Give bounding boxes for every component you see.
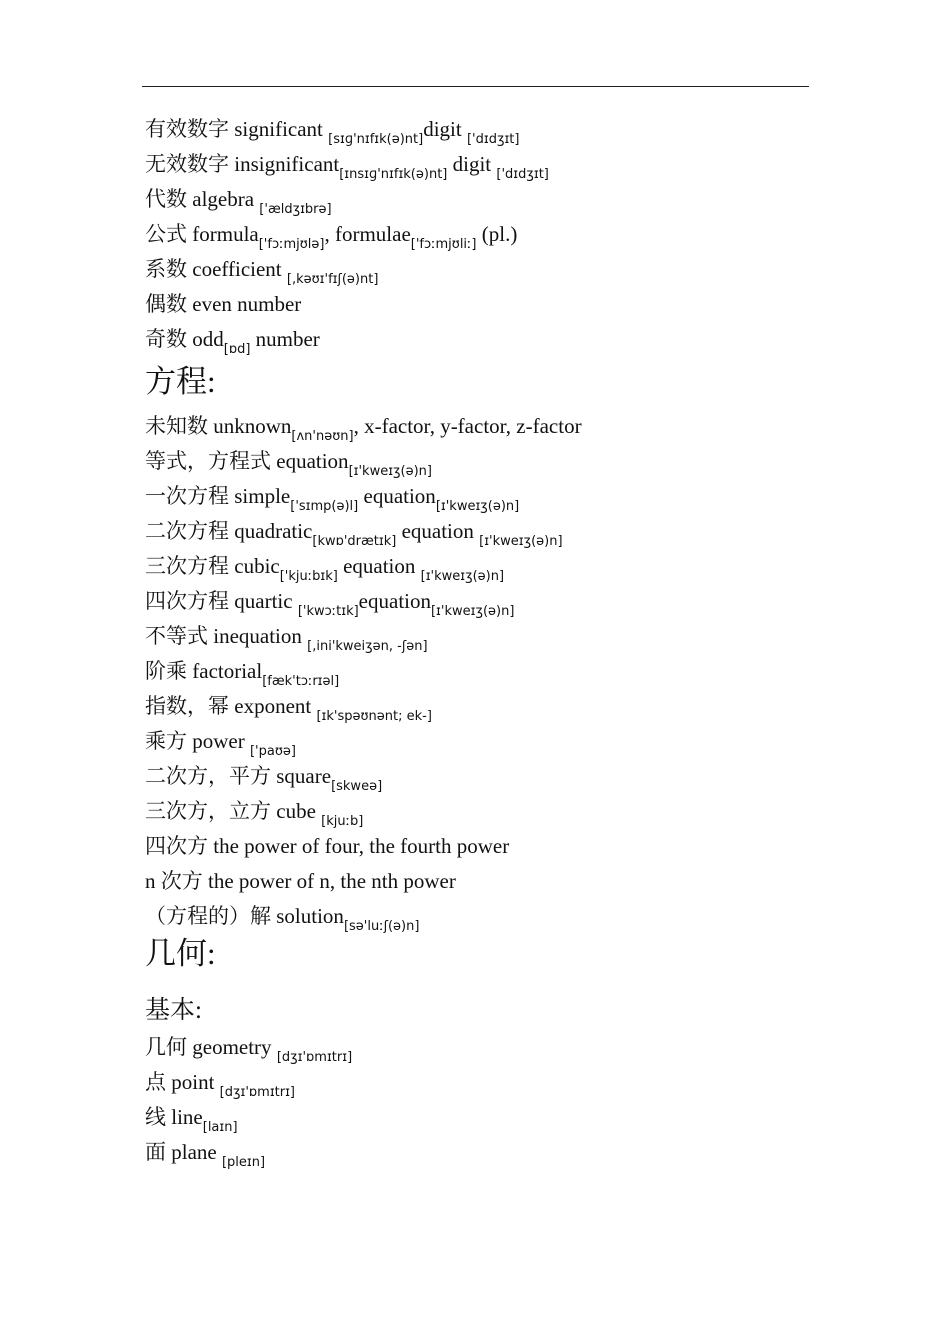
vocab-line bbox=[145, 794, 825, 829]
term-text: 几何 geometry bbox=[145, 1035, 277, 1059]
term-text: 乘方 power bbox=[145, 729, 250, 753]
pronunciation: [kwɒ'drætɪk] bbox=[312, 534, 397, 550]
pronunciation: ['fɔːmjʊliː] bbox=[410, 237, 477, 253]
term-text: 面 plane bbox=[145, 1140, 222, 1164]
term-text: 不等式 inequation bbox=[145, 624, 308, 648]
vocab-line bbox=[145, 444, 825, 479]
pronunciation: ['fɔːmjʊlə] bbox=[258, 237, 325, 253]
pronunciation: [fæk'tɔːrɪəl] bbox=[262, 674, 340, 690]
vocab-line bbox=[145, 1135, 825, 1170]
vocab-line bbox=[145, 252, 825, 287]
pronunciation: [ɪ'kweɪʒ(ə)n] bbox=[435, 499, 520, 515]
term-text: 四次方程 quartic bbox=[145, 589, 298, 613]
term-text: 二次方程 quadratic bbox=[145, 519, 313, 543]
vocab-line bbox=[145, 899, 825, 934]
pronunciation: [dʒɪ'ɒmɪtrɪ] bbox=[276, 1050, 353, 1066]
vocab-line bbox=[145, 514, 825, 549]
term-text: 奇数 odd bbox=[145, 327, 224, 351]
vocab-line bbox=[145, 1065, 825, 1100]
vocab-line bbox=[145, 479, 825, 514]
pronunciation: ['kwɔːtɪk] bbox=[297, 604, 359, 620]
pronunciation: ['paʊə] bbox=[249, 744, 296, 760]
term-text: equation bbox=[396, 519, 480, 543]
pronunciation: ['kjuːbɪk] bbox=[279, 569, 338, 585]
vocab-line bbox=[145, 217, 825, 252]
term-text: 一次方程 simple bbox=[145, 484, 291, 508]
section-geometry-basic bbox=[145, 1030, 825, 1170]
term-text: number bbox=[250, 327, 320, 351]
pronunciation: ['dɪdʒɪt] bbox=[496, 167, 549, 183]
pronunciation: [sə'luːʃ(ə)n] bbox=[343, 919, 420, 935]
pronunciation: [ʌn'nəʊn] bbox=[291, 429, 354, 445]
section-equations bbox=[145, 409, 825, 934]
vocab-line bbox=[145, 322, 825, 357]
term-text: 公式 formula bbox=[145, 222, 259, 246]
term-text: digit bbox=[423, 117, 467, 141]
term-text: 指数，幂 exponent bbox=[145, 694, 317, 718]
term-text: 系数 coefficient bbox=[145, 257, 287, 281]
term-text: 有效数字 significant bbox=[145, 117, 329, 141]
pronunciation: [laɪn] bbox=[202, 1120, 238, 1136]
vocabulary-content bbox=[145, 112, 825, 1170]
pronunciation: ['dɪdʒɪt] bbox=[466, 132, 520, 148]
term-text: 三次方程 cubic bbox=[145, 554, 280, 578]
pronunciation: [ɪk'spəʊnənt; ek-] bbox=[316, 709, 432, 725]
term-text: 无效数字 insignificant bbox=[145, 152, 340, 176]
pronunciation: [skweə] bbox=[331, 779, 383, 795]
pronunciation: [kjuːb] bbox=[321, 814, 364, 830]
term-text: equation bbox=[358, 484, 436, 508]
term-text: equation bbox=[337, 554, 421, 578]
pronunciation: [ɪnsɪɡ'nɪfɪk(ə)nt] bbox=[339, 167, 448, 183]
term-text: 等式，方程式 equation bbox=[145, 449, 349, 473]
pronunciation: ['sɪmp(ə)l] bbox=[290, 499, 359, 515]
term-text: 线 line bbox=[145, 1105, 203, 1129]
vocab-line bbox=[145, 584, 825, 619]
pronunciation: ['ældʒɪbrə] bbox=[259, 202, 332, 218]
pronunciation: [,kəʊɪ'fɪʃ(ə)nt] bbox=[286, 272, 379, 288]
term-text: 点 point bbox=[145, 1070, 220, 1094]
heading-geometry: 几何: bbox=[145, 936, 216, 971]
pronunciation: [sɪɡ'nɪfɪk(ə)nt] bbox=[328, 132, 424, 148]
vocab-line bbox=[145, 724, 825, 759]
vocab-line bbox=[145, 829, 825, 864]
vocab-line bbox=[145, 1100, 825, 1135]
vocab-line bbox=[145, 112, 825, 147]
term-text: 未知数 unknown bbox=[145, 414, 292, 438]
pronunciation: [dʒɪ'ɒmɪtrɪ] bbox=[219, 1085, 295, 1101]
vocab-line bbox=[145, 182, 825, 217]
term-text: , formulae bbox=[324, 222, 411, 246]
vocab-line bbox=[145, 619, 825, 654]
term-text: (pl.) bbox=[476, 222, 518, 246]
term-text: 偶数 even number bbox=[145, 292, 302, 316]
vocab-line bbox=[145, 409, 825, 444]
vocab-line bbox=[145, 654, 825, 689]
term-text: 三次方，立方 cube bbox=[145, 799, 322, 823]
pronunciation: [ɪ'kweɪʒ(ə)n] bbox=[348, 464, 432, 480]
term-text: digit bbox=[447, 152, 497, 176]
vocab-line bbox=[145, 864, 825, 899]
vocab-line bbox=[145, 549, 825, 584]
header-rule bbox=[142, 86, 809, 87]
pronunciation: [ɪ'kweɪʒ(ə)n] bbox=[420, 569, 505, 585]
term-text: equation bbox=[358, 589, 431, 613]
subheading-basic: 基本: bbox=[145, 997, 202, 1024]
section-numbers bbox=[145, 112, 825, 357]
pronunciation: [ɪ'kweɪʒ(ə)n] bbox=[430, 604, 515, 620]
term-text: 代数 algebra bbox=[145, 187, 260, 211]
pronunciation: [ɒd] bbox=[223, 342, 251, 358]
term-text: （方程的）解 solution bbox=[145, 904, 344, 928]
term-text: 四次方 the power of four, the fourth power bbox=[145, 834, 510, 858]
vocab-line bbox=[145, 689, 825, 724]
term-text: 阶乘 factorial bbox=[145, 659, 263, 683]
pronunciation: [,ini'kweiʒən, -ʃən] bbox=[307, 639, 428, 655]
vocab-line bbox=[145, 287, 825, 322]
term-text: , x-factor, y-factor, z-factor bbox=[353, 414, 582, 438]
term-text: n 次方 the power of n, the nth power bbox=[145, 869, 456, 893]
pronunciation: [ɪ'kweɪʒ(ə)n] bbox=[479, 534, 563, 550]
vocab-line bbox=[145, 759, 825, 794]
vocab-line bbox=[145, 147, 825, 182]
term-text: 二次方，平方 square bbox=[145, 764, 332, 788]
vocab-line bbox=[145, 1030, 825, 1065]
heading-equations: 方程: bbox=[145, 364, 216, 399]
pronunciation: [pleɪn] bbox=[221, 1155, 266, 1171]
